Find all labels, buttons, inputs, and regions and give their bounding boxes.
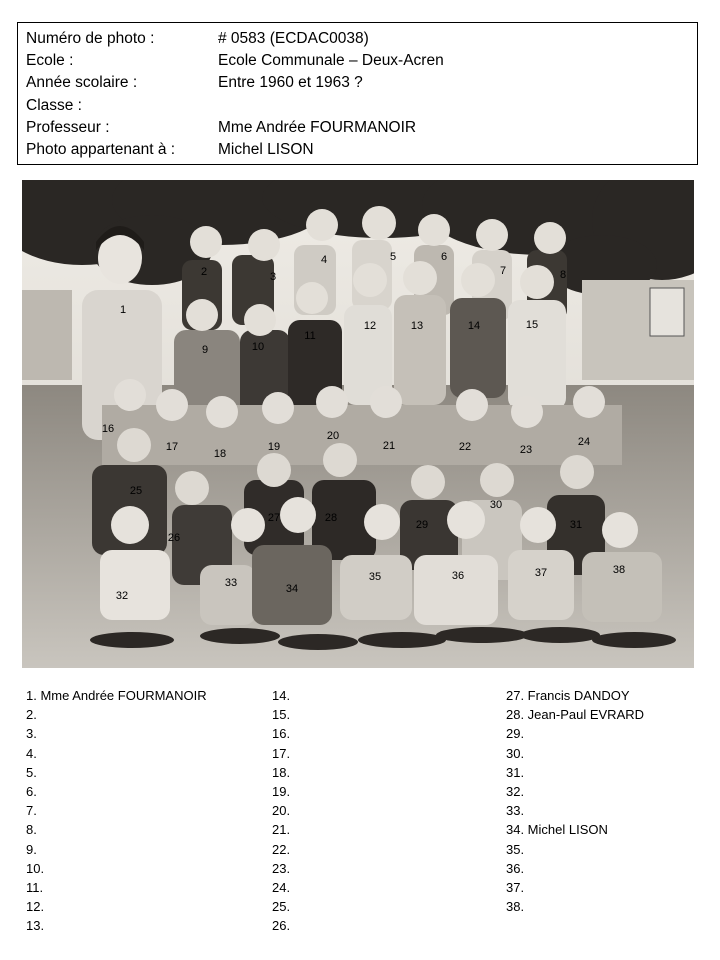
person-number: 8 bbox=[559, 269, 567, 281]
person-number: 26 bbox=[167, 532, 181, 544]
name-entry: 16. bbox=[272, 726, 291, 742]
name-entry: 17. bbox=[272, 745, 291, 761]
person-number: 10 bbox=[251, 341, 265, 353]
name-entry: 8. bbox=[26, 822, 37, 838]
person-number: 20 bbox=[326, 430, 340, 442]
person-number: 16 bbox=[101, 423, 115, 435]
name-entry: 12. bbox=[26, 899, 45, 915]
person-number: 5 bbox=[389, 251, 397, 263]
name-entry: 20. bbox=[272, 803, 291, 819]
person-number: 38 bbox=[612, 564, 626, 576]
person-number: 35 bbox=[368, 571, 382, 583]
person-number: 9 bbox=[201, 344, 209, 356]
person-number: 33 bbox=[224, 577, 238, 589]
name-entry: 33. bbox=[506, 803, 525, 819]
name-entry: 7. bbox=[26, 803, 37, 819]
name-entry: 13. bbox=[26, 918, 45, 934]
person-number: 34 bbox=[285, 583, 299, 595]
person-number: 17 bbox=[165, 441, 179, 453]
person-number: 11 bbox=[304, 330, 316, 342]
name-entry: 21. bbox=[272, 822, 291, 838]
name-entry: 23. bbox=[272, 860, 291, 876]
person-number: 30 bbox=[489, 499, 503, 511]
name-entry: 25. bbox=[272, 899, 291, 915]
person-number: 2 bbox=[200, 266, 208, 278]
name-entry: 10. bbox=[26, 860, 45, 876]
person-number: 27 bbox=[267, 512, 281, 524]
info-label: Professeur : bbox=[26, 119, 110, 136]
name-entry: 32. bbox=[506, 783, 525, 799]
name-entry: 5. bbox=[26, 764, 37, 780]
person-number: 31 bbox=[569, 519, 583, 531]
info-value: Mme Andrée FOURMANOIR bbox=[218, 119, 417, 136]
name-entry: 28. Jean-Paul EVRARD bbox=[506, 707, 645, 723]
person-number: 18 bbox=[213, 448, 227, 460]
info-label: Ecole : bbox=[26, 52, 74, 69]
info-label: Photo appartenant à : bbox=[26, 141, 176, 158]
names-column-3 bbox=[506, 686, 644, 916]
info-label: Année scolaire : bbox=[26, 74, 138, 91]
class-photo bbox=[22, 180, 694, 668]
name-entry: 6. bbox=[26, 783, 37, 799]
info-box bbox=[17, 22, 698, 165]
name-entry: 2. bbox=[26, 707, 37, 723]
name-entry: 18. bbox=[272, 764, 291, 780]
info-value: Ecole Communale – Deux-Acren bbox=[218, 52, 444, 69]
person-number: 14 bbox=[467, 320, 481, 332]
info-value: Michel LISON bbox=[218, 141, 314, 158]
name-entry: 34. Michel LISON bbox=[506, 822, 608, 838]
name-entry: 31. bbox=[506, 764, 525, 780]
name-entry: 35. bbox=[506, 841, 525, 857]
info-label: Classe : bbox=[26, 97, 82, 114]
person-number: 19 bbox=[267, 441, 281, 453]
name-entry: 3. bbox=[26, 726, 37, 742]
person-number: 6 bbox=[440, 251, 448, 263]
name-entry: 19. bbox=[272, 783, 291, 799]
name-entry: 36. bbox=[506, 860, 525, 876]
person-number: 32 bbox=[115, 590, 129, 602]
name-entry: 22. bbox=[272, 841, 291, 857]
info-label: Numéro de photo : bbox=[26, 30, 155, 47]
name-entry: 27. Francis DANDOY bbox=[506, 688, 630, 703]
person-number: 28 bbox=[324, 512, 338, 524]
person-number: 4 bbox=[320, 254, 328, 266]
names-column-2 bbox=[272, 686, 290, 935]
person-number: 3 bbox=[269, 271, 277, 283]
person-number: 37 bbox=[534, 567, 548, 579]
name-entry: 9. bbox=[26, 841, 37, 857]
name-entry: 26. bbox=[272, 918, 291, 934]
name-entry: 24. bbox=[272, 879, 291, 895]
person-number: 7 bbox=[499, 265, 507, 277]
person-number: 1 bbox=[119, 304, 127, 316]
info-value: Entre 1960 et 1963 ? bbox=[218, 74, 363, 91]
person-number: 15 bbox=[525, 319, 539, 331]
name-entry: 29. bbox=[506, 726, 525, 742]
info-value: # 0583 (ECDAC0038) bbox=[218, 30, 369, 47]
name-entry: 37. bbox=[506, 879, 525, 895]
person-number: 36 bbox=[451, 570, 465, 582]
name-entry: 38. bbox=[506, 899, 525, 915]
person-number: 29 bbox=[415, 519, 429, 531]
name-entry: 15. bbox=[272, 707, 291, 723]
person-number: 25 bbox=[129, 485, 143, 497]
person-number: 24 bbox=[577, 436, 591, 448]
name-entry: 4. bbox=[26, 745, 37, 761]
person-number: 22 bbox=[458, 441, 472, 453]
name-entry: 1. Mme Andrée FOURMANOIR bbox=[26, 688, 207, 703]
name-entry: 11. bbox=[26, 879, 44, 895]
name-entry: 30. bbox=[506, 745, 525, 761]
names-column-1 bbox=[26, 686, 207, 935]
person-number: 12 bbox=[363, 320, 377, 332]
name-entry: 14. bbox=[272, 688, 291, 703]
person-number: 13 bbox=[410, 320, 424, 332]
person-number: 23 bbox=[519, 444, 533, 456]
person-number: 21 bbox=[382, 440, 396, 452]
